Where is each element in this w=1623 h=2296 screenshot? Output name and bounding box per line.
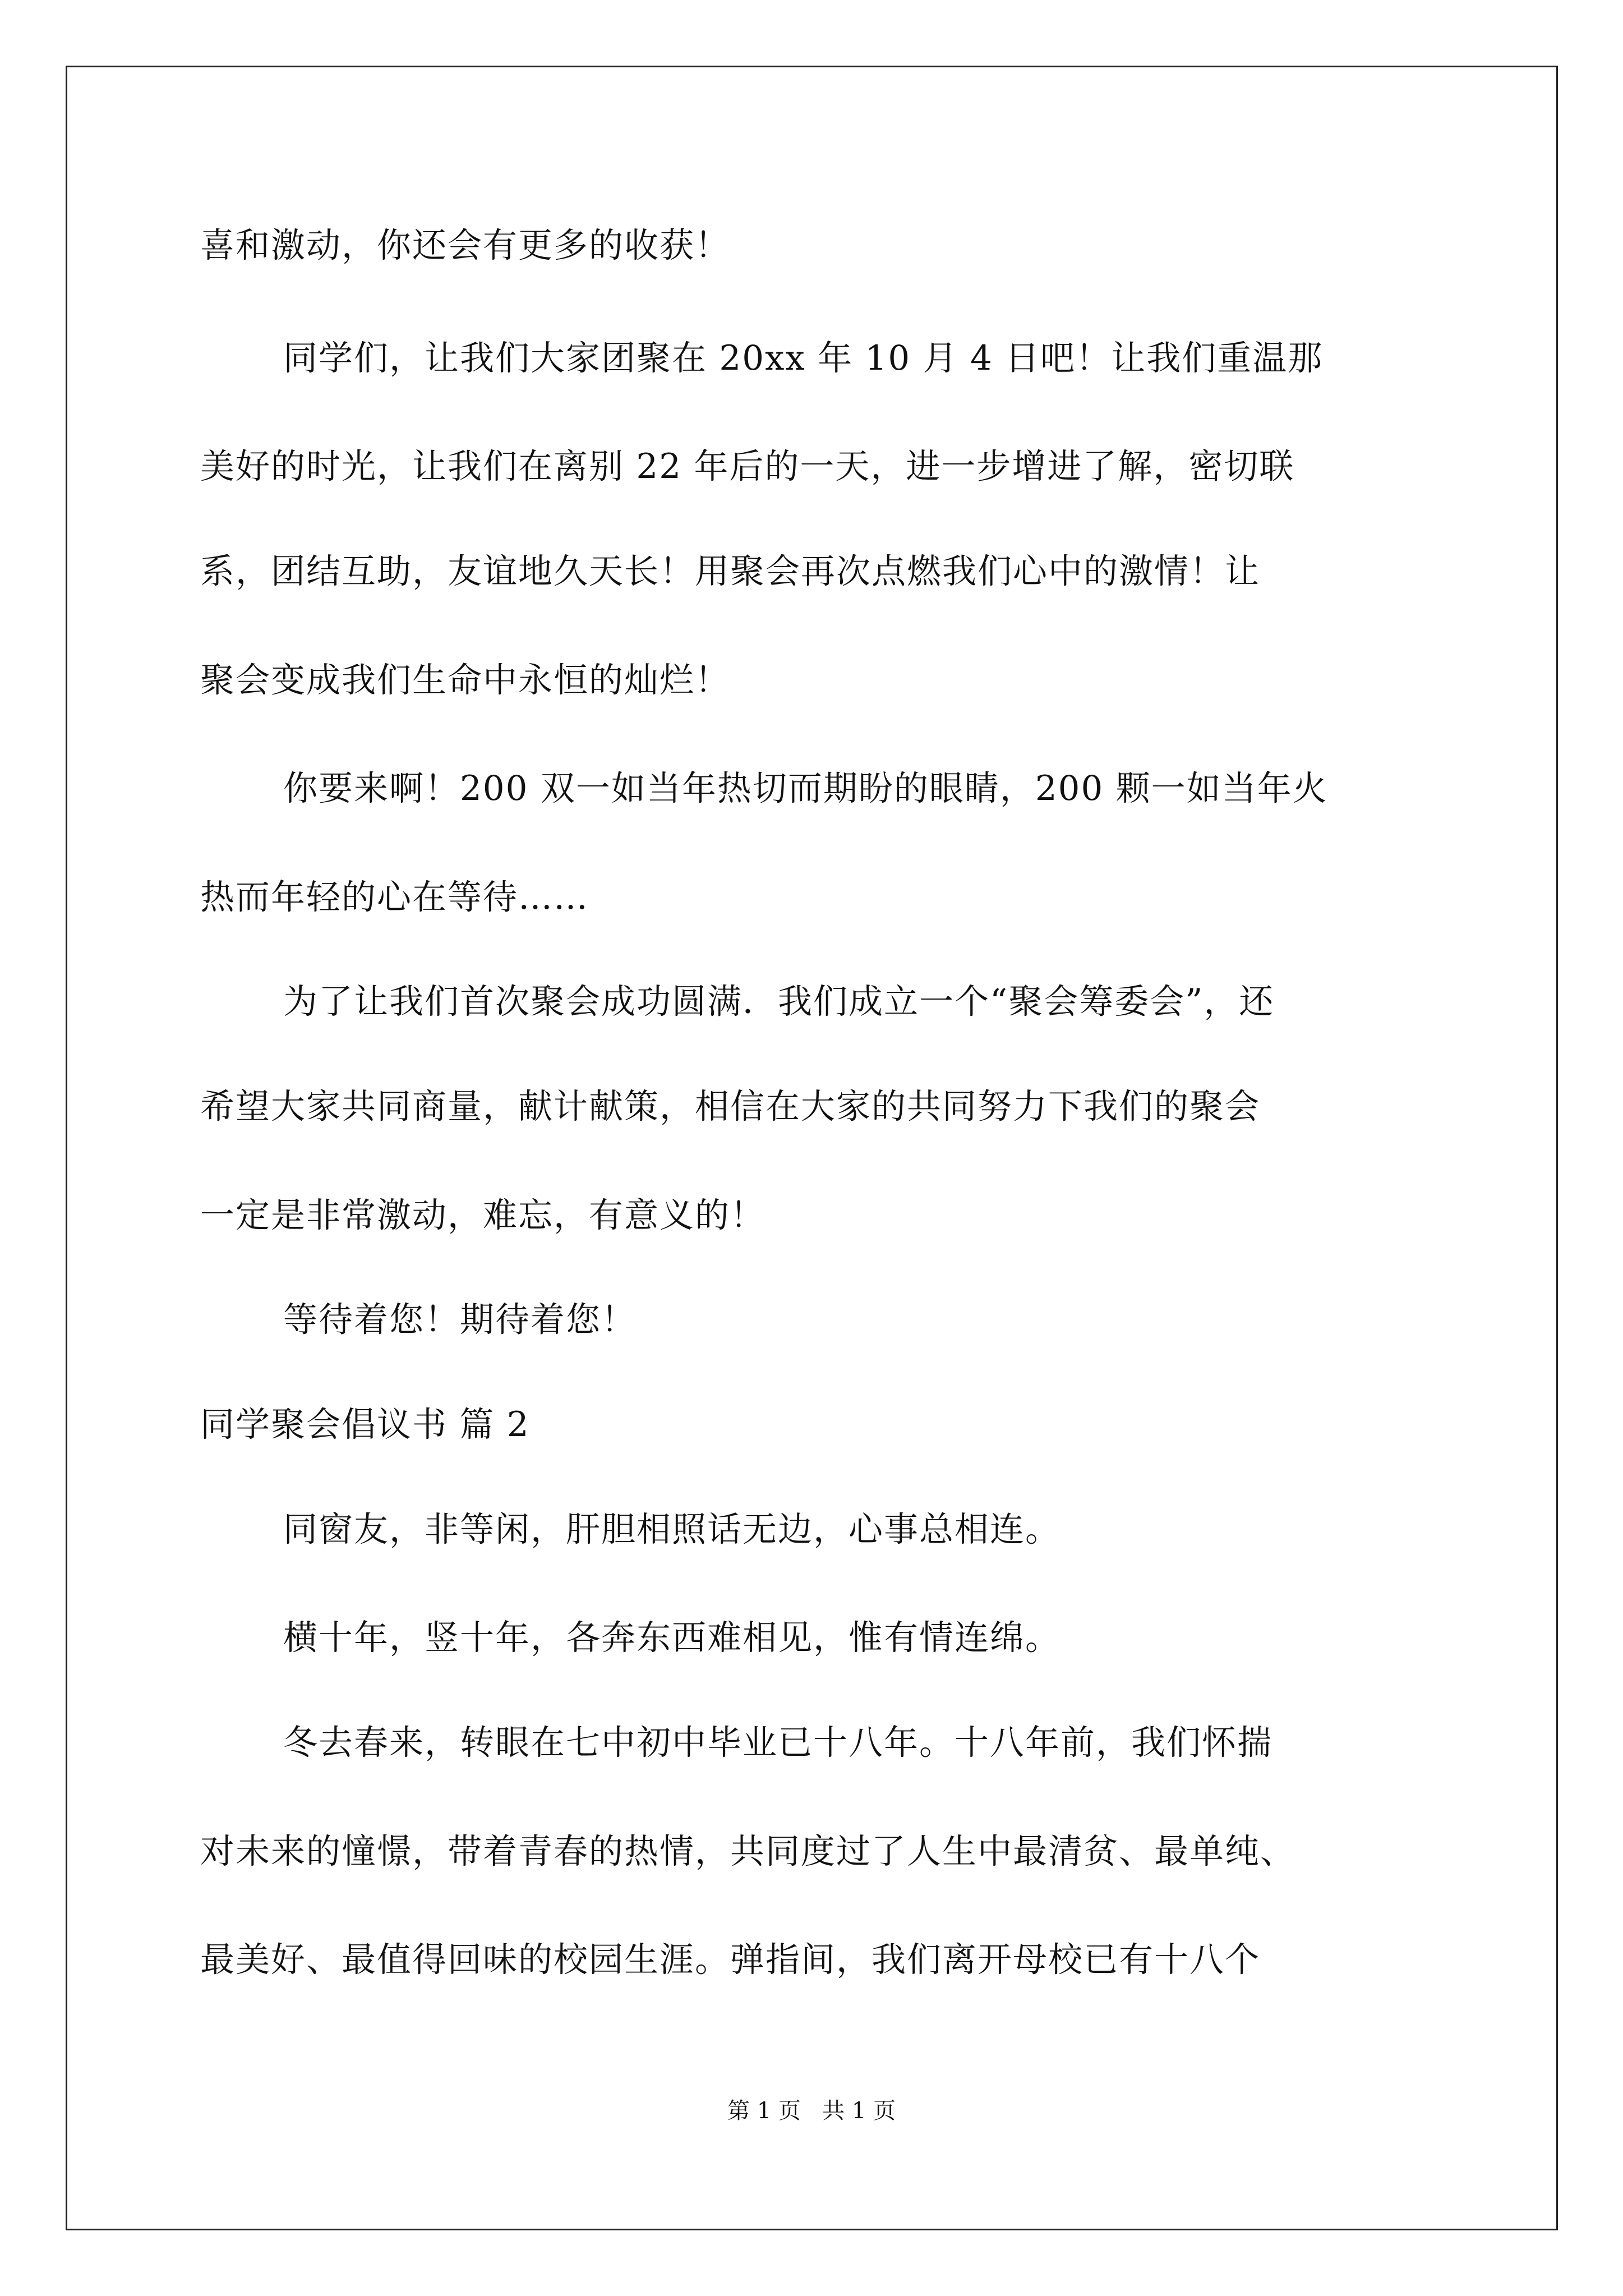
- text-line-11: 等待着您！期待着您！: [283, 1300, 637, 1340]
- text-line-16: 对未来的憧憬，带着青春的热情，共同度过了人生中最清贫、最单纯、: [200, 1832, 1296, 1871]
- text-line-5: 聚会变成我们生命中永恒的灿烂！: [200, 660, 731, 700]
- section-heading: 同学聚会倡议书 篇 2: [200, 1405, 530, 1444]
- text-line-3: 美好的时光，让我们在离别 22 年后的一天，进一步增进了解，密切联: [200, 447, 1295, 486]
- text-line-17: 最美好、最值得回味的校园生涯。弹指间，我们离开母校已有十八个: [200, 1940, 1261, 1980]
- text-line-6: 你要来啊！200 双一如当年热切而期盼的眼睛，200 颗一如当年火: [283, 769, 1328, 808]
- text-line-2: 同学们，让我们大家团聚在 20xx 年 10 月 4 日吧！让我们重温那: [283, 338, 1324, 378]
- text-line-9: 希望大家共同商量，献计献策，相信在大家的共同努力下我们的聚会: [200, 1087, 1261, 1126]
- text-line-7: 热而年轻的心在等待……: [200, 877, 589, 917]
- page-footer: 第 1 页 共 1 页: [727, 2098, 896, 2124]
- text-line-15: 冬去春来，转眼在七中初中毕业已十八年。十八年前，我们怀揣: [283, 1723, 1273, 1763]
- text-line-10: 一定是非常激动，难忘，有意义的！: [200, 1195, 766, 1235]
- text-line-4: 系，团结互助，友谊地久天长！用聚会再次点燃我们心中的激情！让: [200, 551, 1261, 591]
- text-line-1: 喜和激动，你还会有更多的收获！: [200, 226, 731, 265]
- text-line-14: 横十年，竖十年，各奔东西难相见，惟有情连绵。: [283, 1618, 1061, 1658]
- text-line-13: 同窗友，非等闲，肝胆相照话无边，心事总相连。: [283, 1510, 1061, 1549]
- text-line-8: 为了让我们首次聚会成功圆满．我们成立一个“聚会筹委会”，还: [283, 982, 1275, 1022]
- page-border: [66, 66, 1558, 2230]
